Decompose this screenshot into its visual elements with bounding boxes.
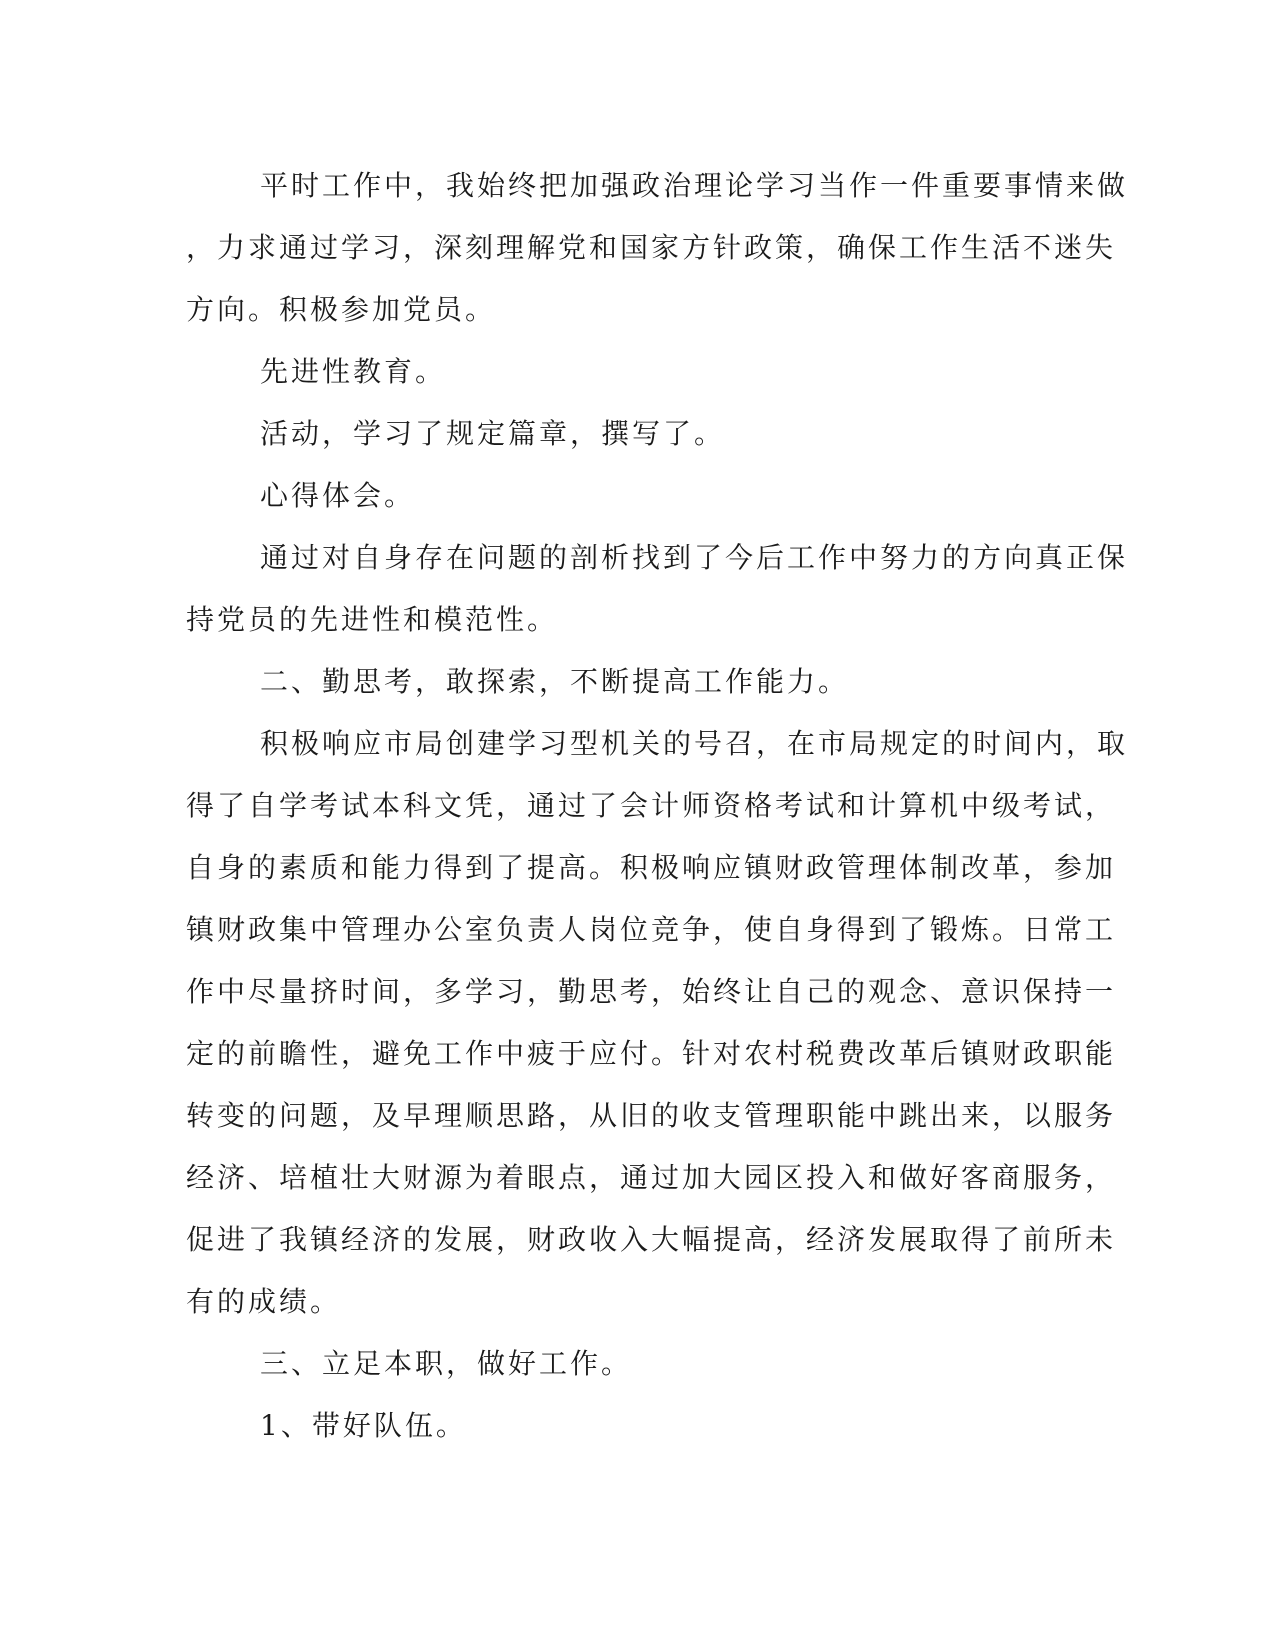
text-line: 作中尽量挤时间，多学习，勤思考，始终让自己的观念、意识保持一 — [186, 975, 1117, 1008]
text-line: ，力求通过学习，深刻理解党和国家方针政策，确保工作生活不迷失 — [186, 231, 1117, 264]
text-line: 镇财政集中管理办公室负责人岗位竞争，使自身得到了锻炼。日常工 — [186, 913, 1117, 946]
text-line: 积极响应市局创建学习型机关的号召，在市局规定的时间内，取 — [260, 727, 1129, 760]
text-line: 转变的问题，及早理顺思路，从旧的收支管理职能中跳出来，以服务 — [186, 1099, 1117, 1132]
subsection-heading: 1、带好队伍。 — [260, 1409, 467, 1442]
text-line: 心得体会。 — [260, 479, 416, 512]
text-line: 自身的素质和能力得到了提高。积极响应镇财政管理体制改革，参加 — [186, 851, 1117, 884]
text-line: 方向。积极参加党员。 — [186, 293, 497, 326]
text-line: 得了自学考试本科文凭，通过了会计师资格考试和计算机中级考试， — [186, 789, 1117, 822]
text-line: 活动，学习了规定篇章，撰写了。 — [260, 417, 726, 450]
text-line: 经济、培植壮大财源为着眼点，通过加大园区投入和做好客商服务， — [186, 1161, 1117, 1194]
section-heading: 二、勤思考，敢探索，不断提高工作能力。 — [260, 665, 850, 698]
text-line: 定的前瞻性，避免工作中疲于应付。针对农村税费改革后镇财政职能 — [186, 1037, 1117, 1070]
text-line: 通过对自身存在问题的剖析找到了今后工作中努力的方向真正保 — [260, 541, 1129, 574]
text-line: 有的成绩。 — [186, 1285, 342, 1318]
text-line: 先进性教育。 — [260, 355, 447, 388]
document-body — [186, 166, 1129, 1468]
section-heading: 三、立足本职，做好工作。 — [260, 1347, 633, 1380]
text-line: 促进了我镇经济的发展，财政收入大幅提高，经济发展取得了前所未 — [186, 1223, 1117, 1256]
text-line: 持党员的先进性和模范性。 — [186, 603, 559, 636]
text-line: 平时工作中，我始终把加强政治理论学习当作一件重要事情来做 — [260, 169, 1129, 202]
